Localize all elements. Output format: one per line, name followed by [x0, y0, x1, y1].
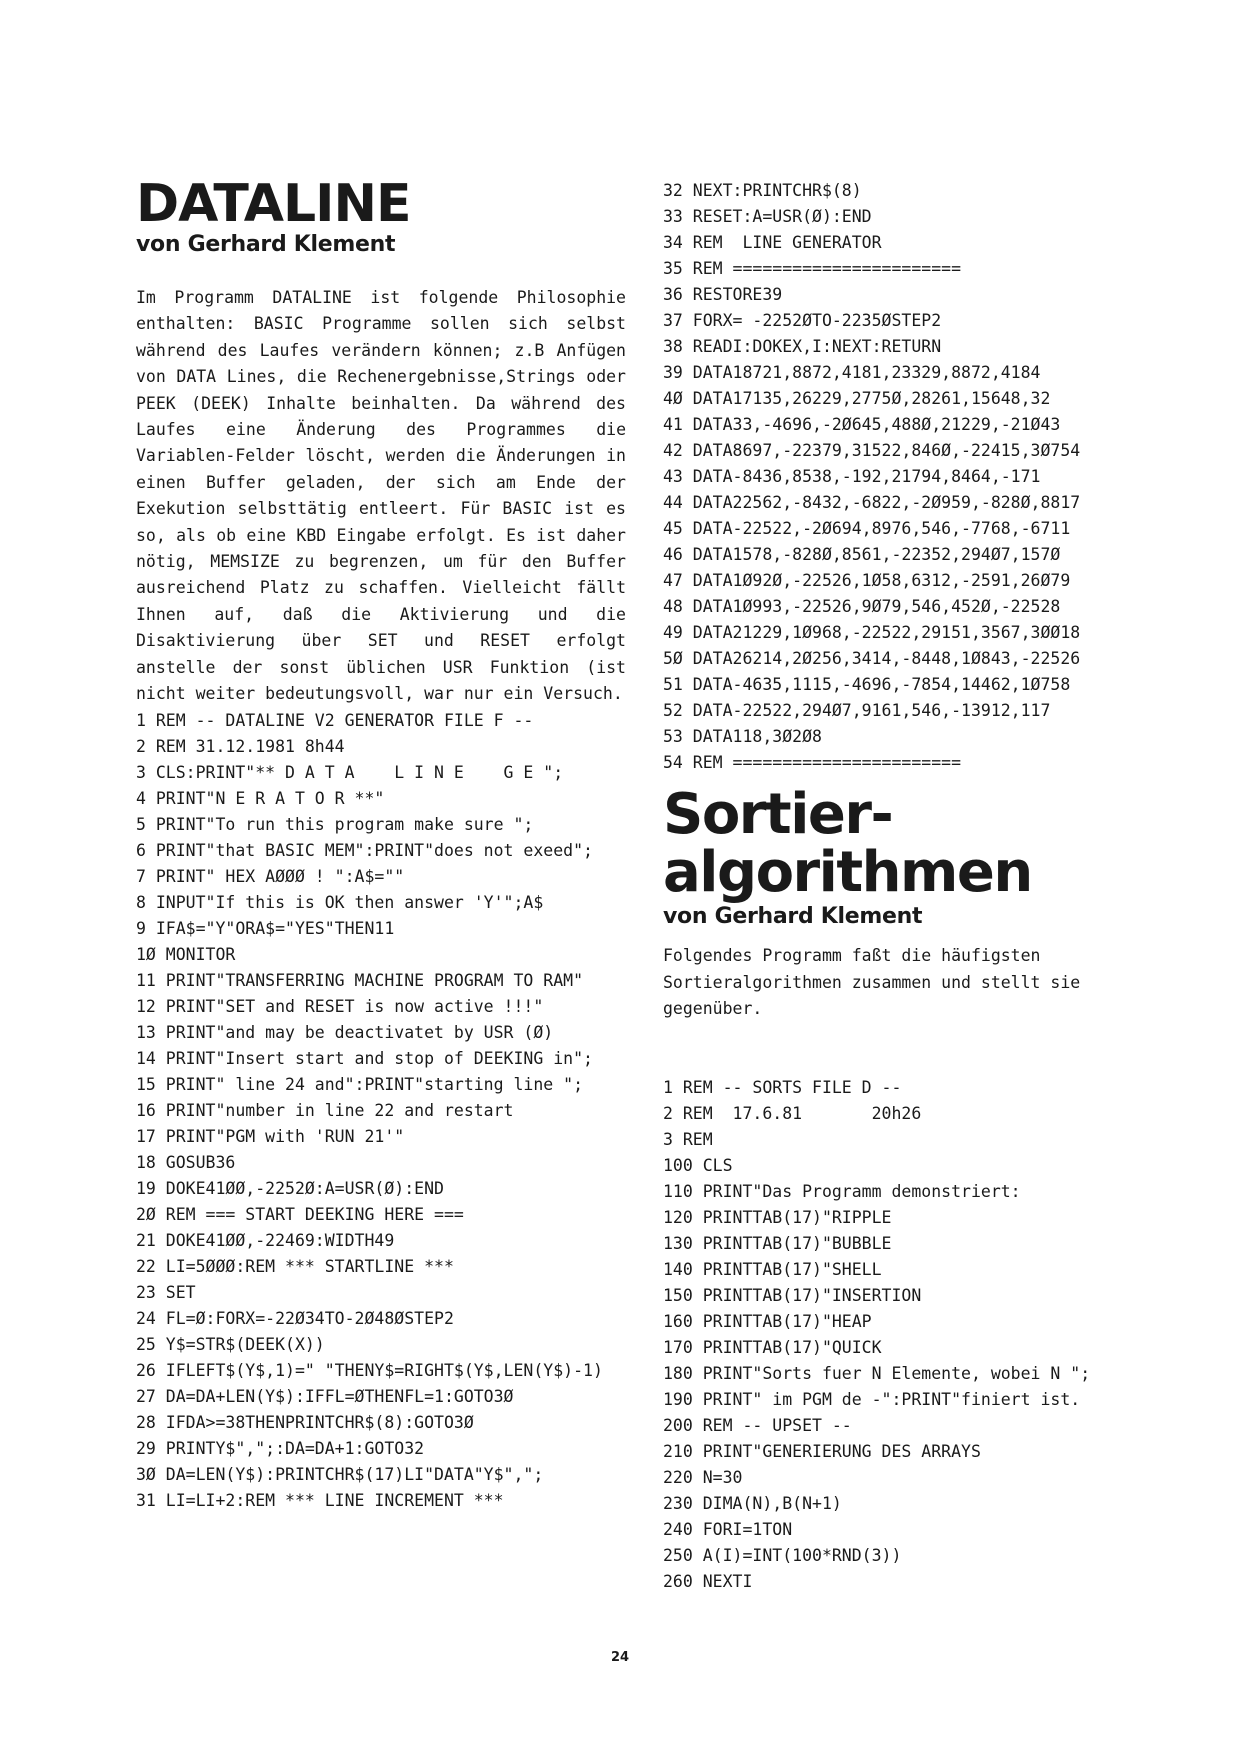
sortier-intro: Folgendes Programm faßt die häufigsten Sortieralgorithmen zusammen und stellt sie gegenüber. — [663, 946, 1081, 1019]
dataline-byline: von Gerhard Klement — [136, 232, 396, 257]
code-line: 35 REM ======================= — [663, 259, 962, 278]
code-line: 2 REM 17.6.81 20h26 — [663, 1103, 922, 1123]
left-column — [136, 174, 626, 1514]
code-line: 2Ø REM === START DEEKING HERE === — [136, 1204, 464, 1224]
dataline-intro: Im Programm DATALINE ist folgende Philosophie enthalten: BASIC Programme sollen sich selbst während des Laufes verändern können; z.B Anfügen von DATA Lines, die Rechenergebnisse,Strings oder PEEK (DEEK) Inhalte beinhalten. Da während des Laufes eine Änderung des Programmes die Variablen-Felder löscht, werden die Änderungen in einen Buffer geladen, der sich am Ende der Exekution selbsttätig entleert. Für BASIC ist es so, als ob eine KBD Eingabe erfolgt. Es ist daher nötig, MEMSIZE zu begrenzen, um für den Buffer ausreichend Platz zu schaffen. Vielleicht fällt Ihnen auf, daß die Aktivierung und die Disaktivierung über SET und RESET erfolgt anstelle der sonst üblichen USR Funktion (ist nicht weiter bedeutungsvoll, war nur ein Versuch. — [136, 288, 626, 704]
code-line: 250 A(I)=INT(100*RND(3)) — [663, 1545, 902, 1565]
code-line: 41 DATA33,-4696,-2Ø645,488Ø,21229,-21Ø43 — [663, 415, 1061, 434]
code-line: 5 PRINT"To run this program make sure "; — [136, 814, 534, 834]
code-line: 45 DATA-22522,-2Ø694,8976,546,-7768,-6711 — [663, 519, 1071, 538]
code-line: 28 IFDA>=38THENPRINTCHR$(8):GOTO3Ø — [136, 1412, 474, 1432]
code-line: 48 DATA1Ø993,-22526,9Ø79,546,452Ø,-22528 — [663, 597, 1061, 616]
code-line: 120 PRINTTAB(17)"RIPPLE — [663, 1207, 892, 1227]
code-line: 38 READI:DOKEX,I:NEXT:RETURN — [663, 337, 942, 356]
code-line: 170 PRINTTAB(17)"QUICK — [663, 1337, 882, 1357]
code-line: 39 DATA18721,8872,4181,23329,8872,4184 — [663, 363, 1041, 382]
code-line: 33 RESET:A=USR(Ø):END — [663, 207, 872, 226]
code-line: 3Ø DA=LEN(Y$):PRINTCHR$(17)LI"DATA"Y$","; — [136, 1464, 544, 1484]
sortier-title-line1: Sortier- — [663, 782, 893, 847]
code-line: 4 PRINT"N E R A T O R **" — [136, 788, 385, 808]
code-line: 12 PRINT"SET and RESET is now active !!!" — [136, 996, 544, 1016]
code-line: 19 DOKE41ØØ,-2252Ø:A=USR(Ø):END — [136, 1178, 444, 1198]
code-line: 150 PRINTTAB(17)"INSERTION — [663, 1285, 922, 1305]
code-line: 260 NEXTI — [663, 1571, 753, 1591]
code-line: 51 DATA-4635,1115,-4696,-7854,14462,1Ø758 — [663, 675, 1071, 694]
code-line: 52 DATA-22522,294Ø7,9161,546,-13912,117 — [663, 701, 1051, 720]
sortier-byline: von Gerhard Klement — [663, 904, 923, 930]
code-line: 29 PRINTY$",";:DA=DA+1:GOTO32 — [136, 1438, 425, 1458]
code-line: 8 INPUT"If this is OK then answer 'Y'";A$ — [136, 892, 544, 912]
code-line: 34 REM LINE GENERATOR — [663, 233, 882, 252]
code-line: 210 PRINT"GENERIERUNG DES ARRAYS — [663, 1441, 981, 1461]
dataline-code-listing — [136, 708, 626, 1514]
code-line: 1 REM -- SORTS FILE D -- — [663, 1077, 902, 1097]
code-line: 1Ø MONITOR — [136, 944, 236, 964]
code-line: 23 SET — [136, 1282, 196, 1302]
dataline-code-listing-continued — [663, 178, 1183, 776]
code-line: 37 FORX= -2252ØTO-2235ØSTEP2 — [663, 311, 942, 330]
code-line: 6 PRINT"that BASIC MEM":PRINT"does not exeed"; — [136, 840, 593, 860]
code-line: 1 REM -- DATALINE V2 GENERATOR FILE F -- — [136, 710, 534, 730]
sortier-title-line2: algorithmen — [663, 840, 1032, 906]
code-line: 7 PRINT" HEX AØØØ ! ":A$="" — [136, 866, 405, 886]
dataline-title: DATALINE — [136, 174, 411, 234]
code-line: 140 PRINTTAB(17)"SHELL — [663, 1259, 882, 1279]
code-line: 13 PRINT"and may be deactivatet by USR (Ø) — [136, 1022, 554, 1042]
code-line: 17 PRINT"PGM with 'RUN 21'" — [136, 1126, 405, 1146]
code-line: 3 CLS:PRINT"** D A T A L I N E G E "; — [136, 762, 564, 782]
code-line: 240 FORI=1TON — [663, 1519, 793, 1539]
code-line: 110 PRINT"Das Programm demonstriert: — [663, 1181, 1021, 1201]
code-line: 190 PRINT" im PGM de -":PRINT"finiert ist. — [663, 1389, 1081, 1409]
code-line: 53 DATA118,3Ø2Ø8 — [663, 727, 822, 746]
code-line: 4Ø DATA17135,26229,2775Ø,28261,15648,32 — [663, 389, 1051, 408]
page-number: 24 — [610, 1650, 630, 1665]
code-line: 130 PRINTTAB(17)"BUBBLE — [663, 1233, 892, 1253]
code-line: 200 REM -- UPSET -- — [663, 1415, 852, 1435]
code-line: 160 PRINTTAB(17)"HEAP — [663, 1311, 872, 1331]
code-line: 2 REM 31.12.1981 8h44 — [136, 736, 345, 756]
code-line: 16 PRINT"number in line 22 and restart — [136, 1100, 514, 1120]
code-line: 9 IFA$="Y"ORA$="YES"THEN11 — [136, 918, 395, 938]
code-line: 14 PRINT"Insert start and stop of DEEKING in"; — [136, 1048, 593, 1068]
code-line: 21 DOKE41ØØ,-22469:WIDTH49 — [136, 1230, 395, 1250]
code-line: 18 GOSUB36 — [136, 1152, 236, 1172]
code-line: 44 DATA22562,-8432,-6822,-2Ø959,-828Ø,8817 — [663, 493, 1081, 512]
code-line: 31 LI=LI+2:REM *** LINE INCREMENT *** — [136, 1490, 504, 1510]
code-line: 22 LI=5ØØØ:REM *** STARTLINE *** — [136, 1256, 454, 1276]
code-line: 43 DATA-8436,8538,-192,21794,8464,-171 — [663, 467, 1041, 486]
code-line: 5Ø DATA26214,2Ø256,3414,-8448,1Ø843,-22526 — [663, 649, 1081, 668]
code-line: 24 FL=Ø:FORX=-22Ø34TO-2Ø48ØSTEP2 — [136, 1308, 454, 1328]
right-column — [663, 178, 1183, 1595]
code-line: 230 DIMA(N),B(N+1) — [663, 1493, 842, 1513]
code-line: 11 PRINT"TRANSFERRING MACHINE PROGRAM TO RAM" — [136, 970, 584, 990]
code-line: 220 N=30 — [663, 1467, 743, 1487]
code-line: 47 DATA1Ø92Ø,-22526,1Ø58,6312,-2591,26Ø79 — [663, 571, 1071, 590]
code-line: 25 Y$=STR$(DEEK(X)) — [136, 1334, 325, 1354]
code-line: 36 RESTORE39 — [663, 285, 783, 304]
code-line: 3 REM — [663, 1129, 713, 1149]
code-line: 180 PRINT"Sorts fuer N Elemente, wobei N "; — [663, 1363, 1091, 1383]
code-line: 15 PRINT" line 24 and":PRINT"starting line "; — [136, 1074, 584, 1094]
code-line: 42 DATA8697,-22379,31522,846Ø,-22415,3Ø754 — [663, 441, 1081, 460]
code-line: 54 REM ======================= — [663, 753, 962, 772]
code-line: 46 DATA1578,-828Ø,8561,-22352,294Ø7,157Ø — [663, 545, 1061, 564]
code-line: 27 DA=DA+LEN(Y$):IFFL=ØTHENFL=1:GOTO3Ø — [136, 1386, 514, 1406]
code-line: 100 CLS — [663, 1155, 733, 1175]
code-line: 32 NEXT:PRINTCHR$(8) — [663, 181, 862, 200]
code-line: 49 DATA21229,1Ø968,-22522,29151,3567,3ØØ18 — [663, 623, 1081, 642]
code-line: 26 IFLEFT$(Y$,1)=" "THENY$=RIGHT$(Y$,LEN(Y$)-1) — [136, 1360, 603, 1380]
sortier-code-listing — [663, 1075, 1183, 1595]
